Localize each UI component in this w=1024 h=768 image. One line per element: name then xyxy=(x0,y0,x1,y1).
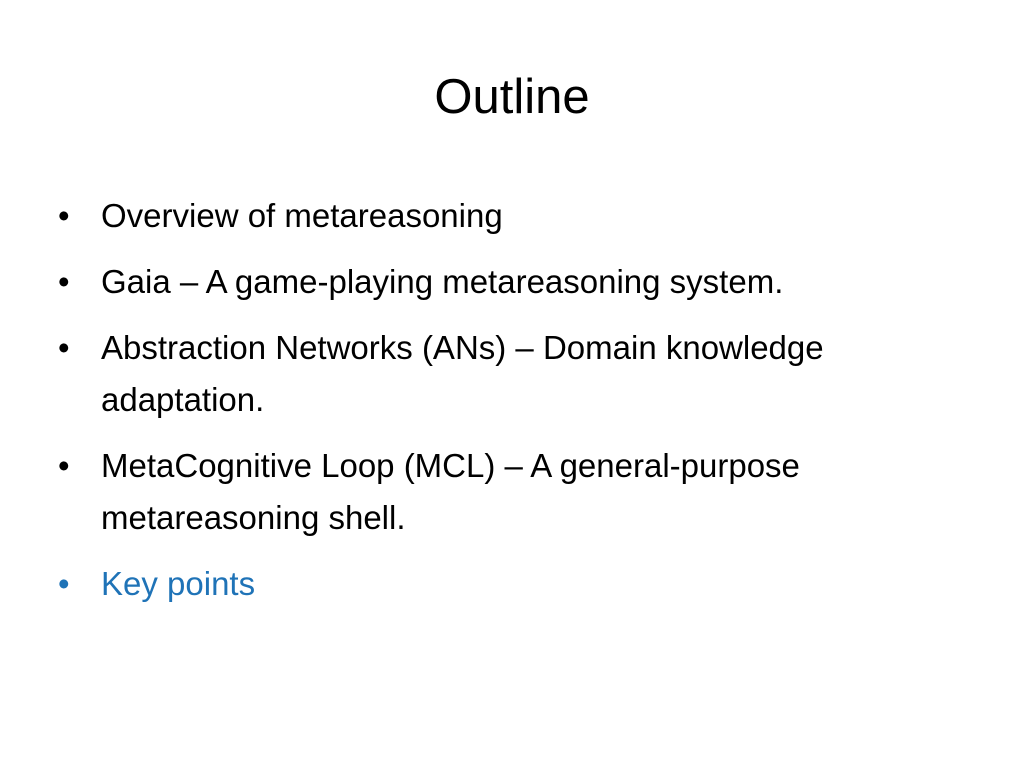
bullet-dot-icon: • xyxy=(58,447,70,484)
bullet-item-overview xyxy=(56,190,976,242)
bullet-dot-icon: • xyxy=(58,329,70,366)
bullet-text: Gaia – A game-playing metareasoning system. xyxy=(101,263,784,300)
bullet-text: MetaCognitive Loop (MCL) – A general-purpose metareasoning shell. xyxy=(101,447,800,536)
slide-title: Outline xyxy=(434,70,590,124)
bullet-text: Abstraction Networks (ANs) – Domain knowledge adaptation. xyxy=(101,329,824,418)
bullet-item-gaia xyxy=(56,256,976,308)
bullet-item-mcl xyxy=(56,440,976,544)
bullet-text: Key points xyxy=(101,565,256,602)
bullet-item-abstraction-networks xyxy=(56,322,976,426)
bullet-item-key-points xyxy=(56,558,976,610)
bullet-dot-icon: • xyxy=(58,197,70,234)
bullet-text: Overview of metareasoning xyxy=(101,197,503,234)
bullet-dot-icon: • xyxy=(58,263,70,300)
bullet-list xyxy=(56,190,976,624)
bullet-dot-icon: • xyxy=(58,565,70,602)
